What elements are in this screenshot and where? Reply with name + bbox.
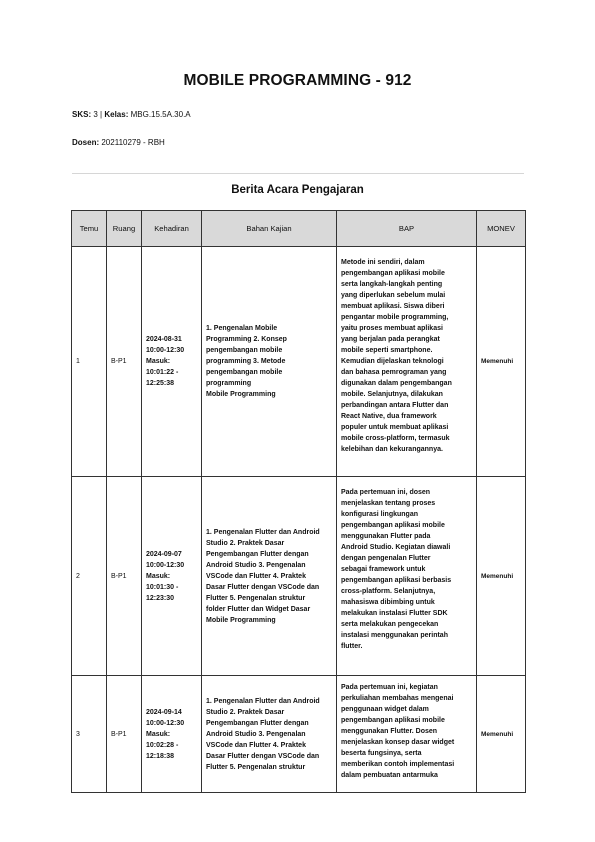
dosen-label: Dosen: <box>72 138 100 147</box>
col-bap: BAP <box>337 211 477 247</box>
lecturer-meta <box>72 138 165 147</box>
cell-monev: Memenuhi <box>477 247 526 477</box>
table-row <box>72 477 526 676</box>
col-temu: Temu <box>72 211 107 247</box>
cell-bap: Pada pertemuan ini, kegiatan perkuliahan membahas mengenai penggunaan widget dalam pengembangan aplikasi mobile menggunakan Flutter. Dosen menjelaskan konsep dasar widget beserta fungsinya, serta memberikan contoh implementasi dalam pembuatan antarmuka <box>337 676 477 793</box>
col-kehadiran: Kehadiran <box>142 211 202 247</box>
cell-kehadiran: 2024-09-07 10:00-12:30 Masuk: 10:01:30 - 12:23:30 <box>142 477 202 676</box>
cell-kehadiran: 2024-09-14 10:00-12:30 Masuk: 10:02:28 - 12:18:38 <box>142 676 202 793</box>
cell-monev: Memenuhi <box>477 477 526 676</box>
kelas-value: MBG.15.5A.30.A <box>130 110 191 119</box>
bap-table <box>71 210 526 793</box>
cell-bap: Metode ini sendiri, dalam pengembangan aplikasi mobile serta langkah-langkah penting yang diperlukan sebelum mulai membuat aplikasi. Siswa diberi pengantar mobile programming, yaitu proses membuat aplikasi yang berjalan pada perangkat mobile seperti smartphone. Kemudian dijelaskan teknologi dan bahasa pemrograman yang digunakan dalam pengembangan mobile. Selanjutnya, dilakukan perbandingan antara Flutter dan React Native, dua framework populer untuk membuat aplikasi mobile cross-platform, termasuk kelebihan dan kekurangannya. <box>337 247 477 477</box>
cell-bahan-kajian: 1. Pengenalan Flutter dan Android Studio 2. Praktek Dasar Pengembangan Flutter dengan Android Studio 3. Pengenalan VSCode dan Flutter 4. Praktek Dasar Flutter dengan VSCode dan Flutter 5. Pengenalan struktur folder Flutter dan Widget Dasar Mobile Programming <box>202 477 337 676</box>
col-ruang: Ruang <box>107 211 142 247</box>
cell-bahan-kajian: 1. Pengenalan Mobile Programming 2. Konsep pengembangan mobile programming 3. Metode pengembangan mobile programming Mobile Programming <box>202 247 337 477</box>
sks-value: 3 <box>93 110 98 119</box>
cell-kehadiran: 2024-08-31 10:00-12:30 Masuk: 10:01:22 - 12:25:38 <box>142 247 202 477</box>
cell-bap: Pada pertemuan ini, dosen menjelaskan tentang proses konfigurasi lingkungan pengembangan aplikasi mobile menggunakan Flutter pada Android Studio. Kegiatan diawali dengan pengenalan Flutter sebagai framework untuk pengembangan aplikasi berbasis cross-platform. Selanjutnya, mahasiswa dibimbing untuk melakukan instalasi Flutter SDK serta melakukan pengecekan instalasi menggunakan perintah flutter. <box>337 477 477 676</box>
divider <box>72 173 524 174</box>
table-row <box>72 676 526 793</box>
cell-ruang: B-P1 <box>107 247 142 477</box>
table-header-row <box>72 211 526 247</box>
cell-bahan-kajian: 1. Pengenalan Flutter dan Android Studio 2. Praktek Dasar Pengembangan Flutter dengan Android Studio 3. Pengenalan VSCode dan Flutter 4. Praktek Dasar Flutter dengan VSCode dan Flutter 5. Pengenalan struktur <box>202 676 337 793</box>
meta-separator: | <box>100 110 103 119</box>
cell-temu: 1 <box>72 247 107 477</box>
course-meta <box>72 110 191 119</box>
dosen-value: 202110279 - RBH <box>101 138 165 147</box>
cell-monev: Memenuhi <box>477 676 526 793</box>
sks-label: SKS: <box>72 110 92 119</box>
cell-temu: 3 <box>72 676 107 793</box>
cell-temu: 2 <box>72 477 107 676</box>
table-row <box>72 247 526 477</box>
cell-ruang: B-P1 <box>107 477 142 676</box>
col-monev: MONEV <box>477 211 526 247</box>
cell-ruang: B-P1 <box>107 676 142 793</box>
page-title: MOBILE PROGRAMMING - 912 <box>183 72 412 89</box>
kelas-label: Kelas: <box>104 110 129 119</box>
section-title: Berita Acara Pengajaran <box>231 184 364 196</box>
col-bahan-kajian: Bahan Kajian <box>202 211 337 247</box>
